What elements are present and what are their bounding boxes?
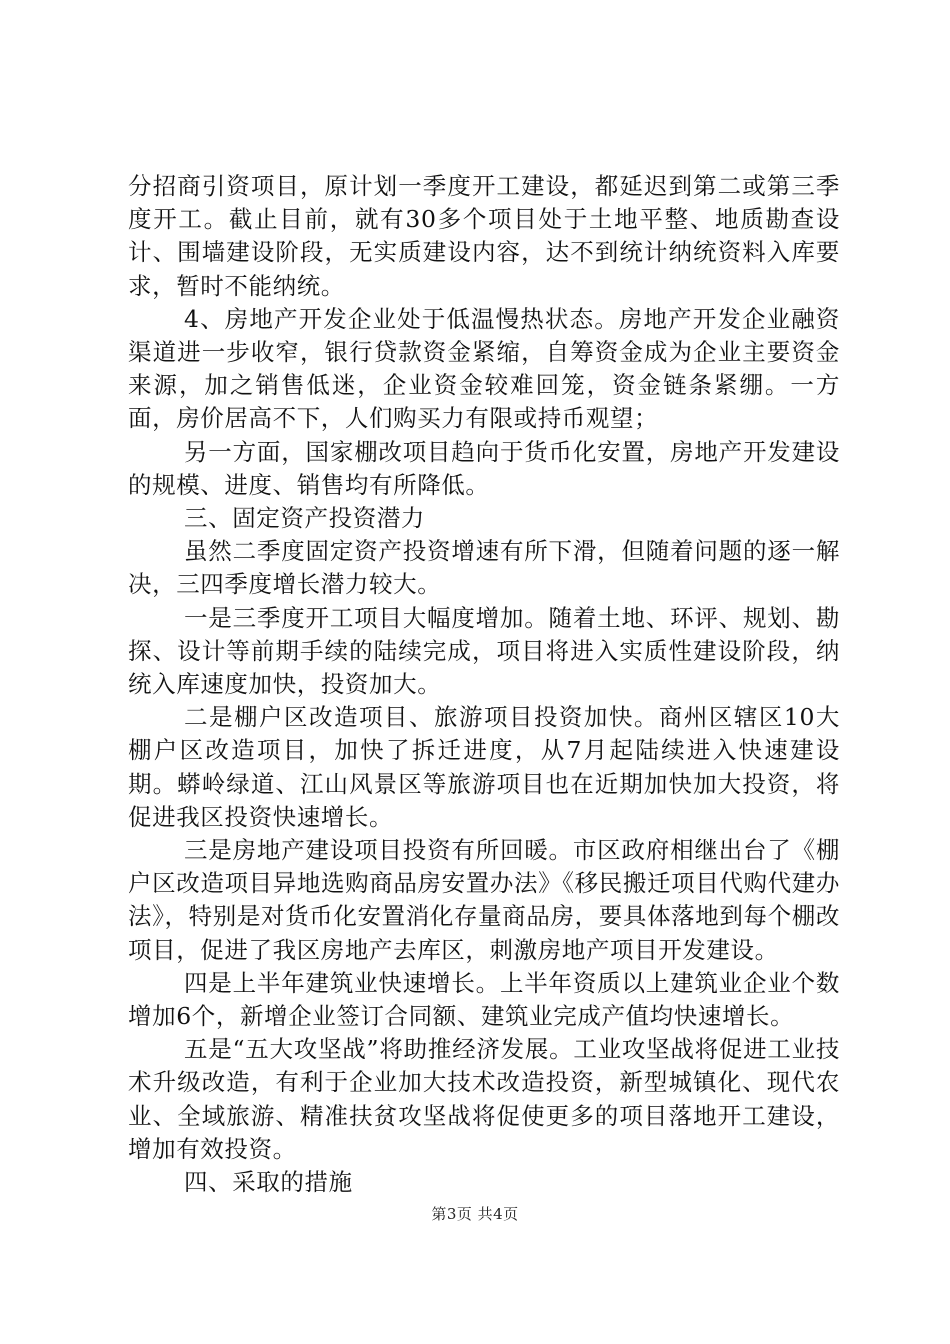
section-heading-investment-potential: 三、固定资产投资潜力 xyxy=(184,504,425,533)
paragraph-shantytown-monetization: 另一方面，国家棚改项目趋向于货币化安置，房地产开发建设的规模、进度、销售均有所降低。 xyxy=(128,437,840,499)
paragraph-continued: 分招商引资项目，原计划一季度开工建设，都延迟到第二或第三季度开工。截止目前，就有30多个项目处于土地平整、地质勘查设计、围墙建设阶段，无实质建设内容，达不到统计纳统资料入库要求，暂时不能纳统。 xyxy=(128,172,840,300)
section-heading-measures: 四、采取的措施 xyxy=(184,1168,353,1197)
document-body xyxy=(128,170,840,1199)
paragraph-potential-summary: 虽然二季度固定资产投资增速有所下滑，但随着问题的逐一解决，三四季度增长潜力较大。 xyxy=(128,537,840,599)
paragraph-point-four: 四是上半年建筑业快速增长。上半年资质以上建筑业企业个数增加6个，新增企业签订合同额、建筑业完成产值均快速增长。 xyxy=(128,968,840,1031)
paragraph-point-three: 三是房地产建设项目投资有所回暖。市区政府相继出台了《棚户区改造项目异地选购商品房安置办法》《移民搬迁项目代购代建办法》，特别是对货币化安置消化存量商品房，要具体落地到每个棚改项目，促进了我区房地产去库区，刺激房地产项目开发建设。 xyxy=(128,836,840,964)
paragraph-real-estate-slowdown: 4、房地产开发企业处于低温慢热状态。房地产开发企业融资渠道进一步收窄，银行贷款资金紧缩，自筹资金成为企业主要资金来源，加之销售低迷，企业资金较难回笼，资金链条紧绷。一方面，房价居高不下，人们购买力有限或持币观望； xyxy=(128,304,840,433)
page-number-footer: 第3页 共4页 xyxy=(431,1205,519,1223)
paragraph-point-one: 一是三季度开工项目大幅度增加。随着土地、环评、规划、勘探、设计等前期手续的陆续完成，项目将进入实质性建设阶段，纳统入库速度加快，投资加大。 xyxy=(128,603,840,699)
paragraph-point-two: 二是棚户区改造项目、旅游项目投资加快。商州区辖区10大棚户区改造项目，加快了拆迁进度，从7月起陆续进入快速建设期。蟒岭绿道、江山风景区等旅游项目也在近期加快加大投资，将促进我区投资快速增长。 xyxy=(128,703,840,831)
paragraph-point-five: 五是“五大攻坚战”将助推经济发展。工业攻坚战将促进工业技术升级改造，有利于企业加大技术改造投资，新型城镇化、现代农业、全域旅游、精准扶贫攻坚战将促使更多的项目落地开工建设，增加有效投资。 xyxy=(128,1035,840,1163)
